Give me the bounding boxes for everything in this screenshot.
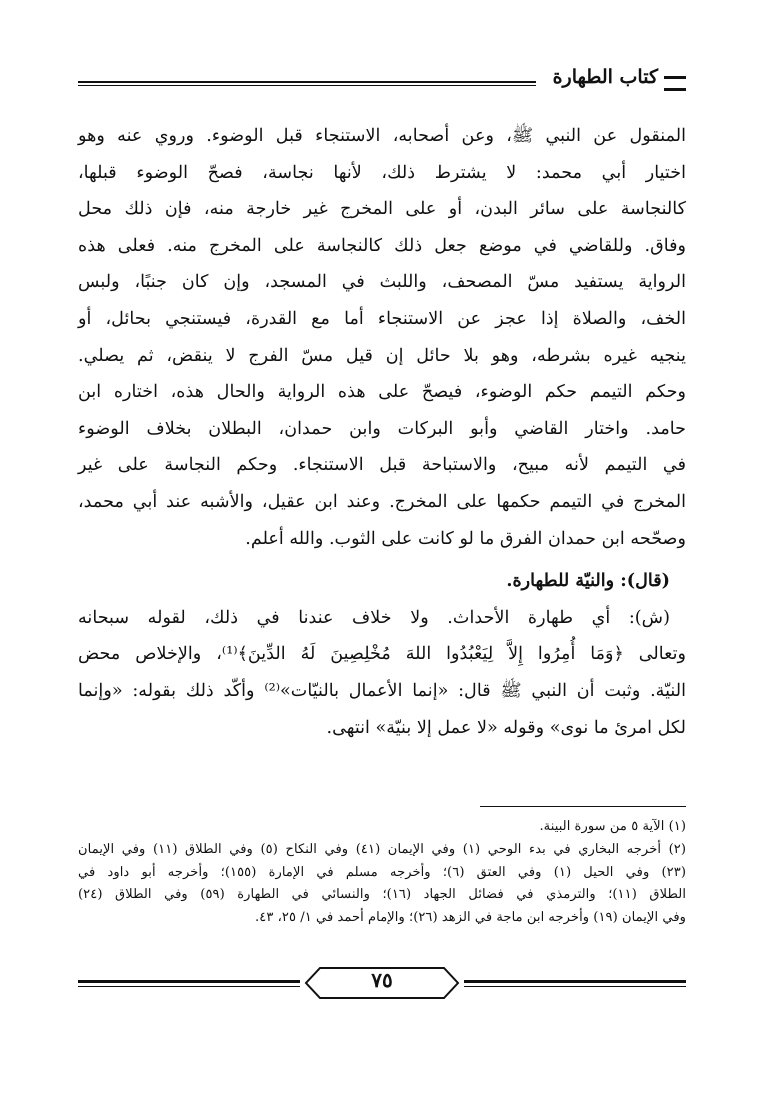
text-line: كالنجاسة على سائر البدن، أو على المخرج غير خارجة منه، فإن ذلك محل — [78, 199, 686, 220]
header-ornament — [664, 76, 686, 91]
sharh-line: لكل امرئ ما نوى» وقوله «لا عمل إلا بنيّة» انتهى. — [326, 717, 686, 738]
text-line: وصحّحه ابن حمدان الفرق ما لو كانت على الثوب. والله أعلم. — [245, 528, 686, 549]
sharh-line: وتعالى ﴿وَمَا أُمِرُوا إِلاَّ لِيَعْبُدُوا اللهَ مُخْلِصِينَ لَهُ الدِّينَ﴾⁽¹⁾، والإخلاص محض — [78, 644, 686, 665]
text-line: في التيمم لأنه مبيح، والاستباحة قبل الاستنجاء. وحكم النجاسة على غير — [78, 455, 686, 476]
matn-heading: (قال): والنيّة للطهارة. — [506, 570, 670, 592]
sharh-line: النيّة. وثبت أن النبي ﷺ قال: «إنما الأعمال بالنيّات»⁽²⁾ وأكّد ذلك بقوله: «وإنما — [78, 680, 686, 701]
footnote-separator — [480, 806, 686, 807]
sharh-line: (ش): أي طهارة الأحداث. ولا خلاف عندنا في ذلك، لقوله سبحانه — [78, 607, 670, 628]
footnote: (٢) أخرجه البخاري في بدء الوحي (١) وفي الإيمان (٤١) وفي النكاح (٥) وفي الطلاق (١١) وفي الإيمان — [78, 841, 686, 857]
footnote: (١) الآية ٥ من سورة البينة. — [539, 819, 686, 834]
text-line: وفاق. وللقاضي في موضع جعل ذلك كالنجاسة على المخرج منه. فعلى هذه — [78, 235, 686, 256]
footer-rule-right — [464, 980, 686, 987]
text-line: اختيار أبي محمد: لا يشترط ذلك، لأنها نجاسة، فصحّ الوضوء قبلها، — [78, 162, 686, 183]
text-line: المنقول عن النبي ﷺ، وعن أصحابه، الاستنجاء قبل الوضوء. وروي عنه وهو — [78, 126, 686, 146]
chapter-title: كتاب الطهارة — [552, 66, 658, 88]
footnote: وفي الإيمان (١٩) وأخرجه ابن ماجة في الزهد (٢٦)؛ والإمام أحمد في ١/ ٢٥، ٤٣. — [255, 910, 686, 926]
footnote: (٢٣) وفي الحيل (١) وفي العتق (٦)؛ وأخرجه مسلم في الإمارة (١٥٥)؛ وأخرجه أبو داود في — [78, 864, 686, 880]
text-line: حامد. واختار القاضي وأبو البركات وابن حمدان، البطلان بخلاف الوضوء — [78, 418, 686, 439]
header-rule — [78, 81, 536, 86]
footnote: الطلاق (١١)؛ والترمذي في فضائل الجهاد (١٦)؛ والنسائي في الطهارة (٥٩) وفي الطلاق (٢٤) — [78, 887, 686, 903]
text-line: المخرج في التيمم حكمها على المخرج. وعند ابن عقيل، والأشبه عند أبي محمد، — [78, 491, 686, 512]
page-footer — [78, 964, 686, 1008]
running-header — [78, 64, 686, 98]
text-line: الخف، والصلاة إذا عجز عن الاستنجاء أما مع القدرة، فيستنجي بحائل، أو — [78, 308, 686, 329]
main-text — [78, 118, 686, 746]
text-line: الرواية يستفيد مسّ المصحف، واللبث في المسجد، وإن كان جنبًا، ولبس — [78, 272, 686, 293]
text-line: وحكم التيمم حكم الوضوء، فيصحّ على هذه الرواية والحال هذه، اختاره ابن — [78, 382, 686, 403]
page-number-frame — [304, 964, 460, 1002]
page-number: ٧٥ — [371, 968, 393, 992]
text-line: ينجيه غيره بشرطه، وهو بلا حائل إن قيل مسّ الفرج لا ينقض، ثم يصلي. — [78, 345, 686, 366]
footnotes — [78, 816, 686, 930]
footer-rule-left — [78, 980, 300, 987]
